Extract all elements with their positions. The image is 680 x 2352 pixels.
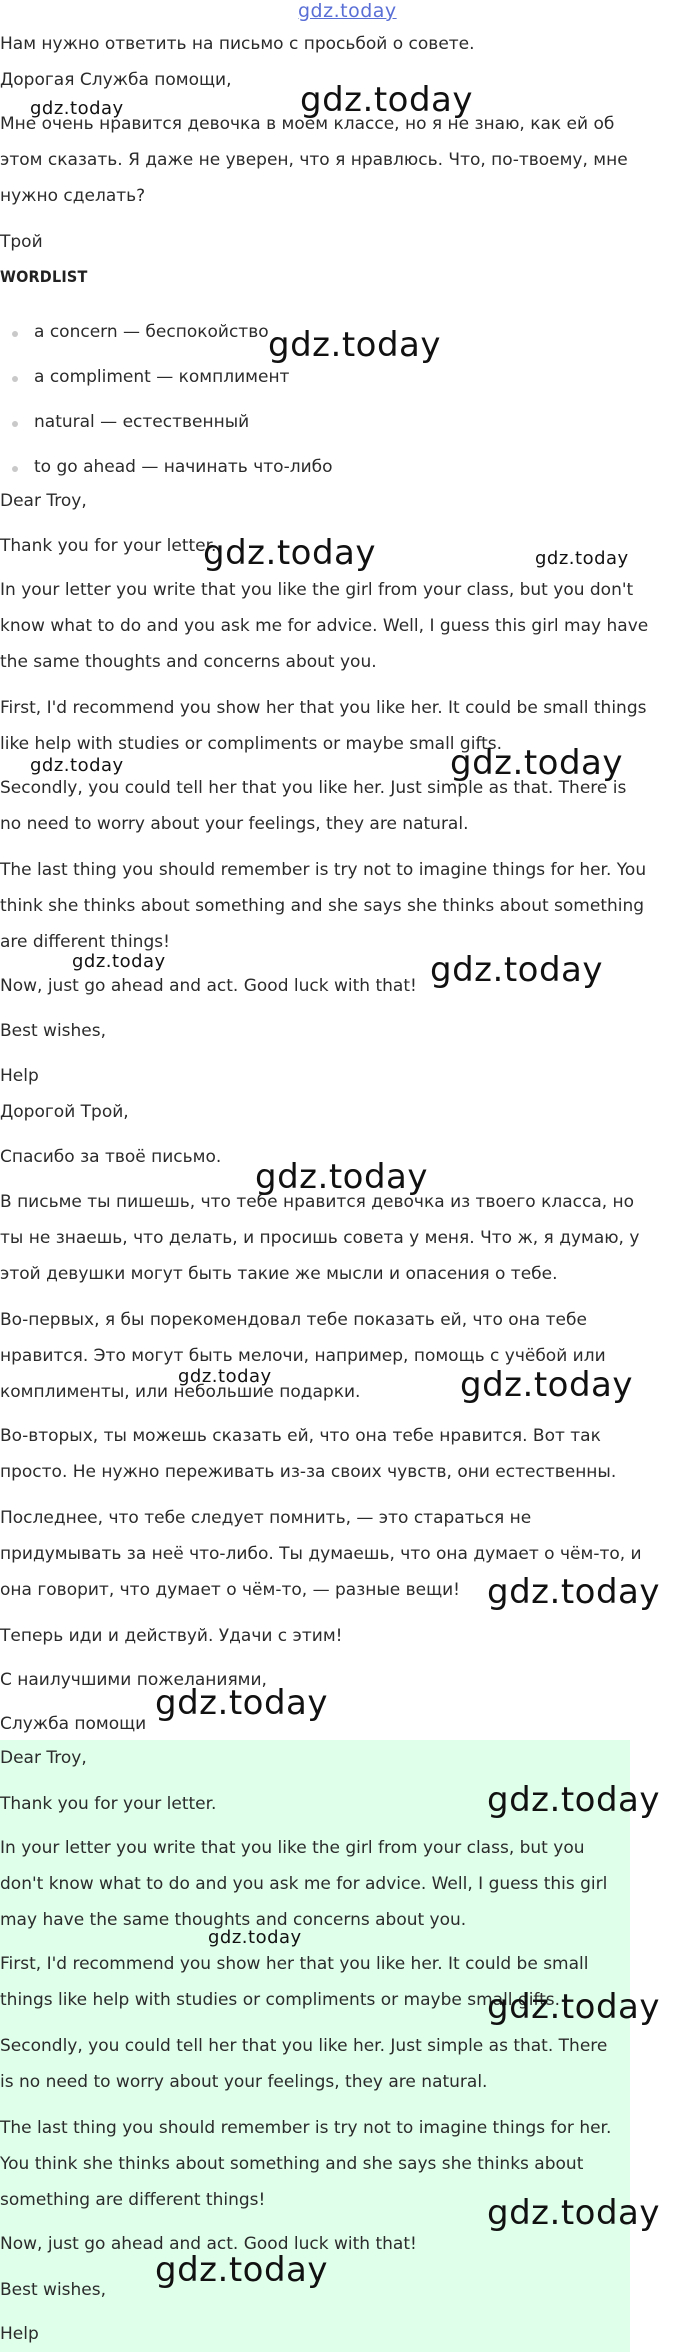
ru-reply-signature: Служба помощи bbox=[0, 1714, 147, 1734]
reply-paragraph-2: First, I'd recommend you show her that you like her. It could be small things like help with studies or compliments or maybe small gifts. bbox=[0, 698, 647, 754]
watermark: gdz.today bbox=[155, 1683, 328, 1723]
bullet-icon bbox=[12, 331, 18, 337]
highlight-paragraph-2: First, I'd recommend you show her that you like her. It could be small things like help with studies or compliments or maybe small gifts. bbox=[0, 1954, 589, 2010]
reply-greeting: Dear Troy, bbox=[0, 491, 87, 511]
reply-signature: Help bbox=[0, 1066, 39, 1086]
ru-reply-paragraph-5: Теперь иди и действуй. Удачи с этим! bbox=[0, 1626, 343, 1646]
watermark: gdz.today bbox=[300, 80, 473, 120]
reply-paragraph-3: Secondly, you could tell her that you like her. Just simple as that. There is no need to worry about your feelings, they are natural. bbox=[0, 778, 627, 834]
task-instruction: Нам нужно ответить на письмо с просьбой о совете. bbox=[0, 34, 475, 54]
reply-closing: Best wishes, bbox=[0, 1021, 107, 1041]
highlight-paragraph-1: In your letter you write that you like the girl from your class, but you don't know what to do and you ask me for advice. Well, I guess this girl may have the same thoughts and concerns about you. bbox=[0, 1838, 608, 1930]
watermark: gdz.today bbox=[460, 1365, 633, 1405]
ru-reply-paragraph-2: Во-первых, я бы порекомендовал тебе показать ей, что она тебе нравится. Это могут быть мелочи, например, помощь с учёбой или комплименты, или небольшие подарки. bbox=[0, 1310, 606, 1402]
reply-paragraph-4: The last thing you should remember is try not to imagine things for her. You think she thinks about something and she says she thinks about something are different things! bbox=[0, 860, 647, 952]
ru-reply-paragraph-3: Во-вторых, ты можешь сказать ей, что она тебе нравится. Вот так просто. Не нужно переживать из-за своих чувств, они естественны. bbox=[0, 1426, 617, 1482]
highlight-paragraph-3: Secondly, you could tell her that you like her. Just simple as that. There is no need to worry about your feelings, they are natural. bbox=[0, 2036, 608, 2092]
ru-reply-thanks: Спасибо за твоё письмо. bbox=[0, 1147, 222, 1167]
ru-reply-paragraph-1: В письме ты пишешь, что тебе нравится девочка из твоего класса, но ты не знаешь, что делать, и просишь совета у меня. Что ж, я думаю, у этой девушки могут быть такие же мысли и опасения о тебе. bbox=[0, 1192, 640, 1284]
bullet-icon bbox=[12, 466, 18, 472]
watermark: gdz.today bbox=[30, 98, 124, 119]
watermark: gdz.today bbox=[30, 755, 124, 776]
watermark: gdz.today bbox=[535, 548, 629, 569]
watermark: gdz.today bbox=[487, 1780, 660, 1820]
watermark-top-link[interactable]: gdz.today bbox=[298, 0, 397, 22]
watermark: gdz.today bbox=[450, 743, 623, 783]
highlight-thanks: Thank you for your letter. bbox=[0, 1794, 217, 1814]
letter-greeting: Дорогая Служба помощи, bbox=[0, 70, 232, 90]
reply-paragraph-5: Now, just go ahead and act. Good luck with that! bbox=[0, 976, 417, 996]
highlight-paragraph-4: The last thing you should remember is try not to imagine things for her. You think she thinks about something and she says she thinks about something are different things! bbox=[0, 2118, 612, 2210]
reply-paragraph-1: In your letter you write that you like the girl from your class, but you don't know what to do and you ask me for advice. Well, I guess this girl may have the same thoughts and concerns about you. bbox=[0, 580, 649, 672]
highlight-paragraph-5: Now, just go ahead and act. Good luck with that! bbox=[0, 2234, 417, 2254]
watermark: gdz.today bbox=[178, 1366, 272, 1387]
letter-body: Мне очень нравится девочка в моём классе, но я не знаю, как ей об этом сказать. Я даже не уверен, что я нравлюсь. Что, по-твоему, мне нужно сделать? bbox=[0, 114, 628, 206]
highlight-closing: Best wishes, bbox=[0, 2280, 107, 2300]
watermark: gdz.today bbox=[255, 1157, 428, 1197]
wordlist-heading: WORDLIST bbox=[0, 267, 88, 286]
highlight-signature: Help bbox=[0, 2324, 39, 2344]
bullet-icon bbox=[12, 376, 18, 382]
watermark: gdz.today bbox=[72, 951, 166, 972]
ru-reply-closing: С наилучшими пожеланиями, bbox=[0, 1670, 267, 1690]
highlight-greeting: Dear Troy, bbox=[0, 1748, 87, 1768]
watermark: gdz.today bbox=[487, 2193, 660, 2233]
bullet-icon bbox=[12, 421, 18, 427]
ru-reply-greeting: Дорогой Трой, bbox=[0, 1102, 129, 1122]
letter-signature: Трой bbox=[0, 232, 43, 252]
watermark: gdz.today bbox=[487, 1572, 660, 1612]
watermark: gdz.today bbox=[430, 950, 603, 990]
watermark: gdz.today bbox=[203, 533, 376, 573]
reply-thanks: Thank you for your letter. bbox=[0, 536, 217, 556]
watermark: gdz.today bbox=[487, 1987, 660, 2027]
watermark: gdz.today bbox=[155, 2250, 328, 2290]
ru-reply-paragraph-4: Последнее, что тебе следует помнить, — это стараться не придумывать за неё что-либо. Ты думаешь, что она думает о чём-то, и она говорит, что думает о чём-то, — разные вещи! bbox=[0, 1508, 642, 1600]
watermark: gdz.today bbox=[268, 325, 441, 365]
watermark: gdz.today bbox=[208, 1927, 302, 1948]
